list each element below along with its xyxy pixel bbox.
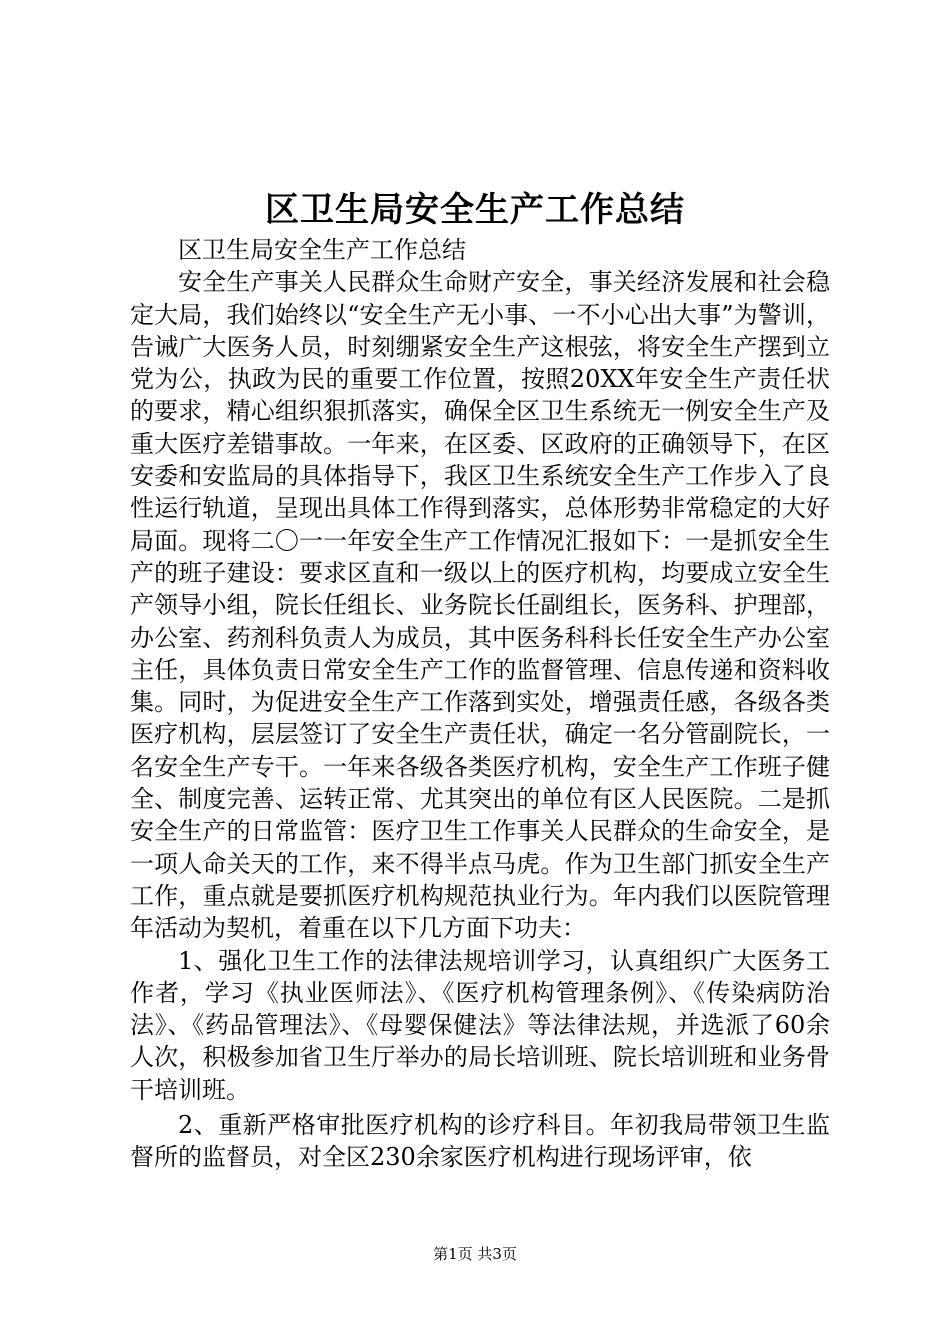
document-title: 区卫生局安全生产工作总结 [265,190,685,230]
paragraph-item-2: 2、重新严格审批医疗机构的诊疗科目。年初我局带领卫生监督所的监督员，对全区230余家医疗机构进行现场评审，依 [130,1111,830,1172]
paragraph-intro: 安全生产事关人民群众生命财产安全，事关经济发展和社会稳定大局，我们始终以“安全生产无小事、一不小心出大事”为警训，告诫广大医务人员，时刻绷紧安全生产这根弦，将安全生产摆到立党为公，执政为民的重要工作位置，按照20XX年安全生产责任状的要求，精心组织狠抓落实，确保全区卫生系统无一例安全生产及重大医疗差错事故。一年来，在区委、区政府的正确领导下，在区安委和安监局的具体指导下，我区卫生系统安全生产工作步入了良性运行轨道，呈现出具体工作得到落实，总体形势非常稳定的大好局面。现将二〇一一年安全生产工作情况汇报如下：一是抓安全生产的班子建设：要求区直和一级以上的医疗机构，均要成立安全生产领导小组，院长任组长、业务院长任副组长，医务科、护理部，办公室、药剂科负责人为成员，其中医务科科长任安全生产办公室主任，具体负责日常安全生产工作的监督管理、信息传递和资料收集。同时，为促进安全生产工作落到实处，增强责任感，各级各类医疗机构，层层签订了安全生产责任状，确定一名分管副院长，一名安全生产专干。一年来各级各类医疗机构，安全生产工作班子健全、制度完善、运转正常、尤其突出的单位有区人民医院。二是抓安全生产的日常监管：医疗卫生工作事关人民群众的生命安全，是一项人命关天的工作，来不得半点马虎。作为卫生部门抓安全生产工作，重点就是要抓医疗机构规范执业行为。年内我们以医院管理年活动为契机，着重在以下几方面下功夫： [130,268,830,943]
page-footer: 第1页 共3页 [433,1245,517,1263]
paragraph-item-1: 1、强化卫生工作的法律法规培训学习，认真组织广大医务工作者，学习《执业医师法》、《医疗机构管理条例》、《传染病防治法》、《药品管理法》、《母婴保健法》等法律法规，并选派了60余人次，积极参加省卫生厅举办的局长培训班、院长培训班和业务骨干培训班。 [130,946,830,1104]
document-body [130,234,830,1174]
document-subtitle: 区卫生局安全生产工作总结 [178,236,466,264]
